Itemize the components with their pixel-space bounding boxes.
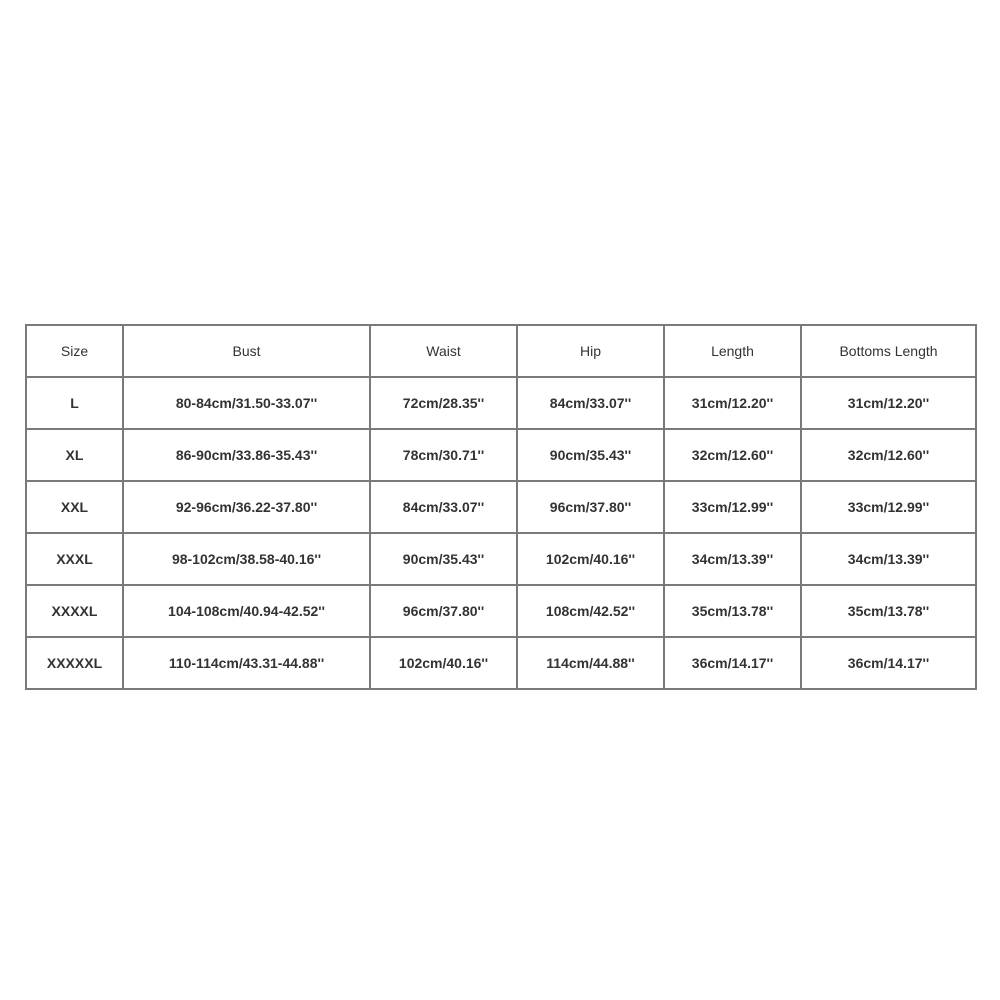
cell-bottoms-length: 32cm/12.60'' bbox=[801, 429, 976, 481]
cell-waist: 102cm/40.16'' bbox=[370, 637, 517, 689]
size-chart-table bbox=[25, 324, 977, 690]
header-length: Length bbox=[664, 325, 801, 377]
cell-size: XXXXL bbox=[26, 585, 123, 637]
cell-hip: 96cm/37.80'' bbox=[517, 481, 664, 533]
table-row bbox=[26, 533, 976, 585]
cell-hip: 114cm/44.88'' bbox=[517, 637, 664, 689]
cell-hip: 102cm/40.16'' bbox=[517, 533, 664, 585]
cell-size: XXL bbox=[26, 481, 123, 533]
cell-bust: 104-108cm/40.94-42.52'' bbox=[123, 585, 370, 637]
header-bust: Bust bbox=[123, 325, 370, 377]
cell-length: 33cm/12.99'' bbox=[664, 481, 801, 533]
table-row bbox=[26, 377, 976, 429]
cell-length: 35cm/13.78'' bbox=[664, 585, 801, 637]
header-row bbox=[26, 325, 976, 377]
cell-waist: 90cm/35.43'' bbox=[370, 533, 517, 585]
cell-length: 36cm/14.17'' bbox=[664, 637, 801, 689]
cell-bottoms-length: 34cm/13.39'' bbox=[801, 533, 976, 585]
cell-waist: 84cm/33.07'' bbox=[370, 481, 517, 533]
header-waist: Waist bbox=[370, 325, 517, 377]
cell-hip: 84cm/33.07'' bbox=[517, 377, 664, 429]
cell-bust: 80-84cm/31.50-33.07'' bbox=[123, 377, 370, 429]
cell-size: XXXL bbox=[26, 533, 123, 585]
cell-bottoms-length: 31cm/12.20'' bbox=[801, 377, 976, 429]
table-row bbox=[26, 585, 976, 637]
cell-length: 31cm/12.20'' bbox=[664, 377, 801, 429]
size-chart-header bbox=[26, 325, 976, 377]
cell-bust: 92-96cm/36.22-37.80'' bbox=[123, 481, 370, 533]
table-row bbox=[26, 637, 976, 689]
cell-size: XL bbox=[26, 429, 123, 481]
header-bottoms-length: Bottoms Length bbox=[801, 325, 976, 377]
header-hip: Hip bbox=[517, 325, 664, 377]
size-chart-body bbox=[26, 377, 976, 689]
cell-bust: 98-102cm/38.58-40.16'' bbox=[123, 533, 370, 585]
cell-size: L bbox=[26, 377, 123, 429]
cell-size: XXXXXL bbox=[26, 637, 123, 689]
cell-length: 32cm/12.60'' bbox=[664, 429, 801, 481]
cell-bust: 110-114cm/43.31-44.88'' bbox=[123, 637, 370, 689]
cell-waist: 96cm/37.80'' bbox=[370, 585, 517, 637]
header-size: Size bbox=[26, 325, 123, 377]
table-row bbox=[26, 481, 976, 533]
table-row bbox=[26, 429, 976, 481]
cell-bottoms-length: 33cm/12.99'' bbox=[801, 481, 976, 533]
cell-waist: 72cm/28.35'' bbox=[370, 377, 517, 429]
cell-length: 34cm/13.39'' bbox=[664, 533, 801, 585]
cell-bottoms-length: 35cm/13.78'' bbox=[801, 585, 976, 637]
cell-bottoms-length: 36cm/14.17'' bbox=[801, 637, 976, 689]
cell-waist: 78cm/30.71'' bbox=[370, 429, 517, 481]
cell-bust: 86-90cm/33.86-35.43'' bbox=[123, 429, 370, 481]
cell-hip: 108cm/42.52'' bbox=[517, 585, 664, 637]
cell-hip: 90cm/35.43'' bbox=[517, 429, 664, 481]
